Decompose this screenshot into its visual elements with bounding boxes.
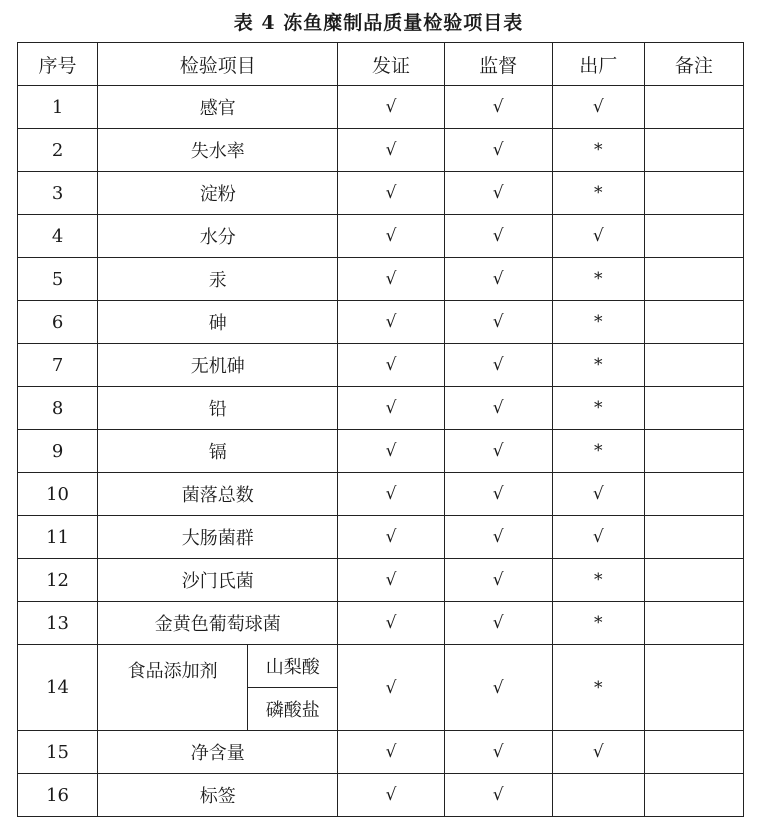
cell-no: 9 xyxy=(18,430,98,473)
cell-beizhu xyxy=(644,301,743,344)
cell-item: 无机砷 xyxy=(98,344,338,387)
table-row xyxy=(18,516,744,559)
cell-fazheng: √ xyxy=(338,430,444,473)
table-row xyxy=(18,172,744,215)
header-chuchang: 出厂 xyxy=(552,43,644,86)
cell-jiandu: √ xyxy=(444,516,552,559)
header-jiandu: 监督 xyxy=(444,43,552,86)
cell-no: 11 xyxy=(18,516,98,559)
cell-jiandu: √ xyxy=(444,387,552,430)
cell-chuchang: √ xyxy=(552,86,644,129)
cell-item: 感官 xyxy=(98,86,338,129)
cell-chuchang: √ xyxy=(552,215,644,258)
cell-item: 失水率 xyxy=(98,129,338,172)
table-row xyxy=(18,129,744,172)
additive-phosphate: 磷酸盐 xyxy=(265,700,320,721)
table-row xyxy=(18,602,744,645)
cell-fazheng: √ xyxy=(338,129,444,172)
cell-beizhu xyxy=(644,344,743,387)
cell-jiandu: √ xyxy=(444,129,552,172)
cell-item: 铅 xyxy=(98,387,338,430)
header-item: 检验项目 xyxy=(98,43,338,86)
cell-jiandu: √ xyxy=(444,774,552,817)
cell-no: 1 xyxy=(18,86,98,129)
table-row-additives xyxy=(18,645,744,731)
table-row xyxy=(18,430,744,473)
cell-jiandu: √ xyxy=(444,430,552,473)
table-row xyxy=(18,86,744,129)
header-no: 序号 xyxy=(18,43,98,86)
cell-chuchang: * xyxy=(552,301,644,344)
cell-fazheng: √ xyxy=(338,86,444,129)
table-row xyxy=(18,731,744,774)
cell-beizhu xyxy=(644,731,743,774)
cell-fazheng: √ xyxy=(338,731,444,774)
cell-no: 7 xyxy=(18,344,98,387)
cell-chuchang xyxy=(552,774,644,817)
cell-beizhu xyxy=(644,172,743,215)
cell-item: 水分 xyxy=(98,215,338,258)
cell-jiandu: √ xyxy=(444,344,552,387)
cell-fazheng: √ xyxy=(338,516,444,559)
cell-no: 8 xyxy=(18,387,98,430)
cell-chuchang: * xyxy=(552,172,644,215)
cell-no: 12 xyxy=(18,559,98,602)
cell-fazheng: √ xyxy=(338,473,444,516)
cell-chuchang: * xyxy=(552,430,644,473)
cell-fazheng: √ xyxy=(338,645,444,731)
cell-no: 16 xyxy=(18,774,98,817)
header-row xyxy=(18,43,744,86)
cell-jiandu: √ xyxy=(444,86,552,129)
cell-fazheng: √ xyxy=(338,774,444,817)
cell-no: 6 xyxy=(18,301,98,344)
table-row xyxy=(18,774,744,817)
cell-jiandu: √ xyxy=(444,645,552,731)
cell-item: 标签 xyxy=(98,774,338,817)
cell-jiandu: √ xyxy=(444,602,552,645)
cell-beizhu xyxy=(644,559,743,602)
cell-beizhu xyxy=(644,430,743,473)
table-row xyxy=(18,258,744,301)
table-row xyxy=(18,301,744,344)
cell-beizhu xyxy=(644,516,743,559)
cell-fazheng: √ xyxy=(338,215,444,258)
cell-fazheng: √ xyxy=(338,559,444,602)
cell-item: 汞 xyxy=(98,258,338,301)
inspection-table xyxy=(17,42,744,817)
cell-jiandu: √ xyxy=(444,258,552,301)
cell-item: 砷 xyxy=(98,301,338,344)
cell-no: 15 xyxy=(18,731,98,774)
cell-beizhu xyxy=(644,645,743,731)
cell-no: 3 xyxy=(18,172,98,215)
cell-item: 菌落总数 xyxy=(98,473,338,516)
cell-chuchang: * xyxy=(552,387,644,430)
cell-jiandu: √ xyxy=(444,473,552,516)
cell-item: 净含量 xyxy=(98,731,338,774)
cell-beizhu xyxy=(644,215,743,258)
cell-fazheng: √ xyxy=(338,301,444,344)
header-beizhu: 备注 xyxy=(644,43,743,86)
cell-no: 5 xyxy=(18,258,98,301)
cell-chuchang: * xyxy=(552,129,644,172)
cell-beizhu xyxy=(644,602,743,645)
cell-jiandu: √ xyxy=(444,172,552,215)
header-fazheng: 发证 xyxy=(338,43,444,86)
cell-jiandu: √ xyxy=(444,215,552,258)
cell-beizhu xyxy=(644,129,743,172)
cell-beizhu xyxy=(644,774,743,817)
table-row xyxy=(18,215,744,258)
additive-sorbic-acid: 山梨酸 xyxy=(248,645,337,688)
cell-item: 大肠菌群 xyxy=(98,516,338,559)
table-row xyxy=(18,473,744,516)
cell-chuchang: √ xyxy=(552,516,644,559)
cell-fazheng: √ xyxy=(338,602,444,645)
table-row xyxy=(18,344,744,387)
cell-item-group xyxy=(98,645,338,731)
cell-jiandu: √ xyxy=(444,559,552,602)
cell-beizhu xyxy=(644,86,743,129)
cell-chuchang: * xyxy=(552,602,644,645)
cell-chuchang: * xyxy=(552,559,644,602)
table-title: 表 4 冻鱼糜制品质量检验项目表 xyxy=(233,12,524,34)
cell-jiandu: √ xyxy=(444,731,552,774)
cell-chuchang: √ xyxy=(552,731,644,774)
cell-fazheng: √ xyxy=(338,387,444,430)
cell-chuchang: * xyxy=(552,258,644,301)
cell-beizhu xyxy=(644,258,743,301)
cell-fazheng: √ xyxy=(338,172,444,215)
cell-fazheng: √ xyxy=(338,344,444,387)
cell-fazheng: √ xyxy=(338,258,444,301)
cell-chuchang: √ xyxy=(552,473,644,516)
cell-no: 4 xyxy=(18,215,98,258)
cell-item: 金黄色葡萄球菌 xyxy=(98,602,338,645)
cell-item: 沙门氏菌 xyxy=(98,559,338,602)
cell-item: 镉 xyxy=(98,430,338,473)
cell-beizhu xyxy=(644,473,743,516)
cell-chuchang: * xyxy=(552,645,644,731)
table-row xyxy=(18,387,744,430)
additive-group-label: 食品添加剂 xyxy=(98,645,248,730)
cell-chuchang: * xyxy=(552,344,644,387)
cell-jiandu: √ xyxy=(444,301,552,344)
cell-no: 14 xyxy=(18,645,98,731)
cell-no: 10 xyxy=(18,473,98,516)
cell-beizhu xyxy=(644,387,743,430)
table-row xyxy=(18,559,744,602)
cell-item: 淀粉 xyxy=(98,172,338,215)
cell-no: 13 xyxy=(18,602,98,645)
cell-no: 2 xyxy=(18,129,98,172)
